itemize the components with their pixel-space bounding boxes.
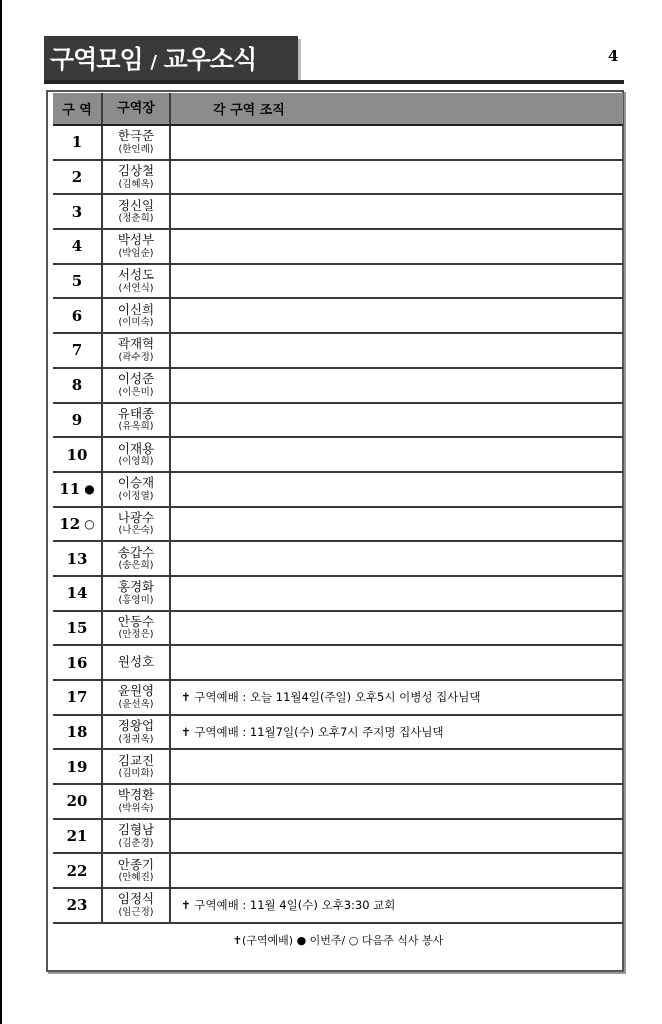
header-district: 구 역 [53,93,103,124]
table-row [53,334,623,369]
table-row [53,646,623,681]
district-number-cell [53,716,103,749]
organization-note [171,750,623,783]
leader-name: 송갑수 [117,544,155,560]
leader-cell [103,334,171,367]
page-left-border [0,0,2,1024]
district-table [53,93,623,957]
leader-cell [103,473,171,506]
leader-name: 유태종 [117,405,155,421]
leader-name: 원성호 [117,654,155,670]
filled-circle-icon: ● [84,482,95,497]
legend-row: ✝(구역예배) ● 이번주/ ○ 다음주 식사 봉사 [232,934,444,948]
district-number: 19 [66,757,88,776]
district-number: 18 [66,723,88,742]
table-row [53,299,623,334]
district-number: 16 [66,653,88,672]
organization-note [171,854,623,887]
spouse-name: (나은숙) [118,525,154,537]
spouse-name: (김혜옥) [118,178,154,190]
header-leader: 구역장 [103,93,171,124]
leader-name: 곽재혁 [117,336,155,352]
organization-note [171,473,623,506]
spouse-name: (유옥희) [118,421,154,433]
district-number-cell [53,230,103,263]
table-row [53,785,623,820]
spouse-name: (이은미) [118,386,154,398]
leader-cell [103,299,171,332]
organization-note [171,404,623,437]
table-row [53,750,623,785]
district-number-cell [53,750,103,783]
organization-note [171,612,623,645]
leader-cell [103,820,171,853]
organization-note [171,230,623,263]
organization-note [171,334,623,367]
leader-cell [103,785,171,818]
spouse-name: (이영희) [118,456,154,468]
table-row [53,854,623,889]
table-row [53,438,623,473]
table-row [53,681,623,716]
spouse-name: (한인례) [118,143,154,155]
open-circle-icon: ○ [84,516,95,531]
leader-cell [103,161,171,194]
district-number-cell [53,785,103,818]
leader-name: 윤원영 [117,683,155,699]
spouse-name: (김춘경) [118,837,154,849]
district-number-cell [53,299,103,332]
leader-name: 김교진 [117,752,155,768]
title-banner [44,36,298,80]
district-number: 23 [66,896,88,915]
table-row [53,542,623,577]
table-row [53,577,623,612]
district-number-cell [53,820,103,853]
district-number-cell [53,334,103,367]
district-number-cell [53,508,103,541]
leader-cell [103,854,171,887]
leader-cell [103,542,171,575]
organization-note: ✝ 구역예배 : 11월 4일(수) 오후3:30 교회 [181,898,396,913]
organization-note [171,785,623,818]
district-number: 2 [71,168,83,187]
spouse-name: (이미숙) [118,317,154,329]
leader-cell [103,750,171,783]
district-number-cell [53,681,103,714]
title-underline [44,80,624,84]
leader-cell [103,577,171,610]
leader-name: 나광수 [117,509,155,525]
organization-note [171,161,623,194]
table-row [53,161,623,196]
organization-note [171,542,623,575]
district-number: 10 [66,445,88,464]
leader-cell [103,230,171,263]
district-number: 4 [71,237,83,256]
district-number: 8 [71,376,83,395]
leader-name: 서성도 [117,267,155,283]
district-number: 14 [66,584,88,603]
district-number-cell [53,404,103,437]
table-row [53,369,623,404]
leader-name: 박경환 [117,787,155,803]
leader-name: 안동수 [117,613,155,629]
leader-name: 박성부 [117,232,155,248]
table-header [53,93,623,126]
leader-cell [103,369,171,402]
leader-cell [103,716,171,749]
table-row [53,265,623,300]
organization-note [171,265,623,298]
table-row [53,612,623,647]
leader-name: 한극준 [117,128,155,144]
leader-cell [103,889,171,922]
district-number-cell [53,161,103,194]
table-row [53,404,623,439]
title-sub: 교우소식 [163,45,257,74]
leader-cell [103,508,171,541]
table-row [53,473,623,508]
page-title [50,40,256,76]
table-row [53,195,623,230]
district-number-cell [53,265,103,298]
leader-cell [103,646,171,679]
spouse-name: (안혜진) [118,872,154,884]
table-row [53,889,623,924]
spouse-name: (박임순) [118,247,154,259]
district-number-cell [53,126,103,159]
organization-note [171,299,623,332]
district-number: 15 [66,618,88,637]
organization-note [171,126,623,159]
spouse-name: (정춘희) [118,213,154,225]
district-number-cell [53,438,103,471]
district-number-cell [53,612,103,645]
spouse-name: (이정열) [118,490,154,502]
leader-name: 이신희 [117,301,155,317]
spouse-name: (윤선옥) [118,698,154,710]
spouse-name: (홍영미) [118,594,154,606]
district-number: 22 [66,861,88,880]
district-number: 9 [71,410,83,429]
district-number: 11 [59,480,81,499]
spouse-name: (정귀옥) [118,733,154,745]
district-number: 7 [71,341,83,360]
spouse-name: (안정은) [118,629,154,641]
leader-name: 안종기 [117,856,155,872]
district-number-cell [53,577,103,610]
organization-note [171,508,623,541]
district-number-cell [53,889,103,922]
table-row [53,126,623,161]
district-number: 12 [59,514,81,533]
leader-name: 이성준 [117,371,155,387]
leader-cell [103,126,171,159]
header-organization: 각 구역 조직 [213,103,285,118]
leader-cell [103,681,171,714]
title-main: 구역모임 [50,45,143,74]
district-number-cell [53,473,103,506]
district-number: 5 [71,272,83,291]
organization-note [171,820,623,853]
district-number: 1 [71,133,83,152]
district-number-cell [53,195,103,228]
spouse-name: (박위숙) [118,802,154,814]
organization-note: ✝ 구역예배 : 오늘 11월4일(주일) 오후5시 이병성 집사님댁 [181,690,481,705]
table-row [53,508,623,543]
district-number: 21 [66,827,88,846]
district-number-cell [53,369,103,402]
leader-cell [103,438,171,471]
organization-note [171,577,623,610]
leader-cell [103,265,171,298]
spouse-name: (송은희) [118,560,154,572]
district-number: 17 [66,688,88,707]
district-number: 6 [71,306,83,325]
leader-name: 정신일 [117,197,155,213]
district-number: 13 [66,549,88,568]
leader-name: 이승재 [117,475,155,491]
page-number: 4 [608,47,619,65]
leader-name: 김형남 [117,822,155,838]
leader-cell [103,195,171,228]
leader-name: 홍경화 [117,579,155,595]
district-number-cell [53,646,103,679]
table-row [53,820,623,855]
title-separator: / [150,52,156,73]
organization-note [171,646,623,679]
spouse-name: (김미화) [118,768,154,780]
leader-name: 김상철 [117,163,155,179]
table-row [53,716,623,751]
spouse-name: (곽수정) [118,351,154,363]
leader-name: 정왕업 [117,718,155,734]
leader-name: 임정식 [117,891,155,907]
district-number: 20 [66,792,88,811]
organization-note: ✝ 구역예배 : 11월7일(수) 오후7시 주지명 집사님댁 [181,725,444,740]
spouse-name: (임근정) [118,906,154,918]
organization-note [171,195,623,228]
leader-cell [103,404,171,437]
district-number-cell [53,542,103,575]
leader-cell [103,612,171,645]
organization-note [171,369,623,402]
table-row [53,230,623,265]
organization-note [171,438,623,471]
spouse-name: (서연식) [118,282,154,294]
district-number: 3 [71,202,83,221]
district-number-cell [53,854,103,887]
leader-name: 이재용 [117,440,155,456]
